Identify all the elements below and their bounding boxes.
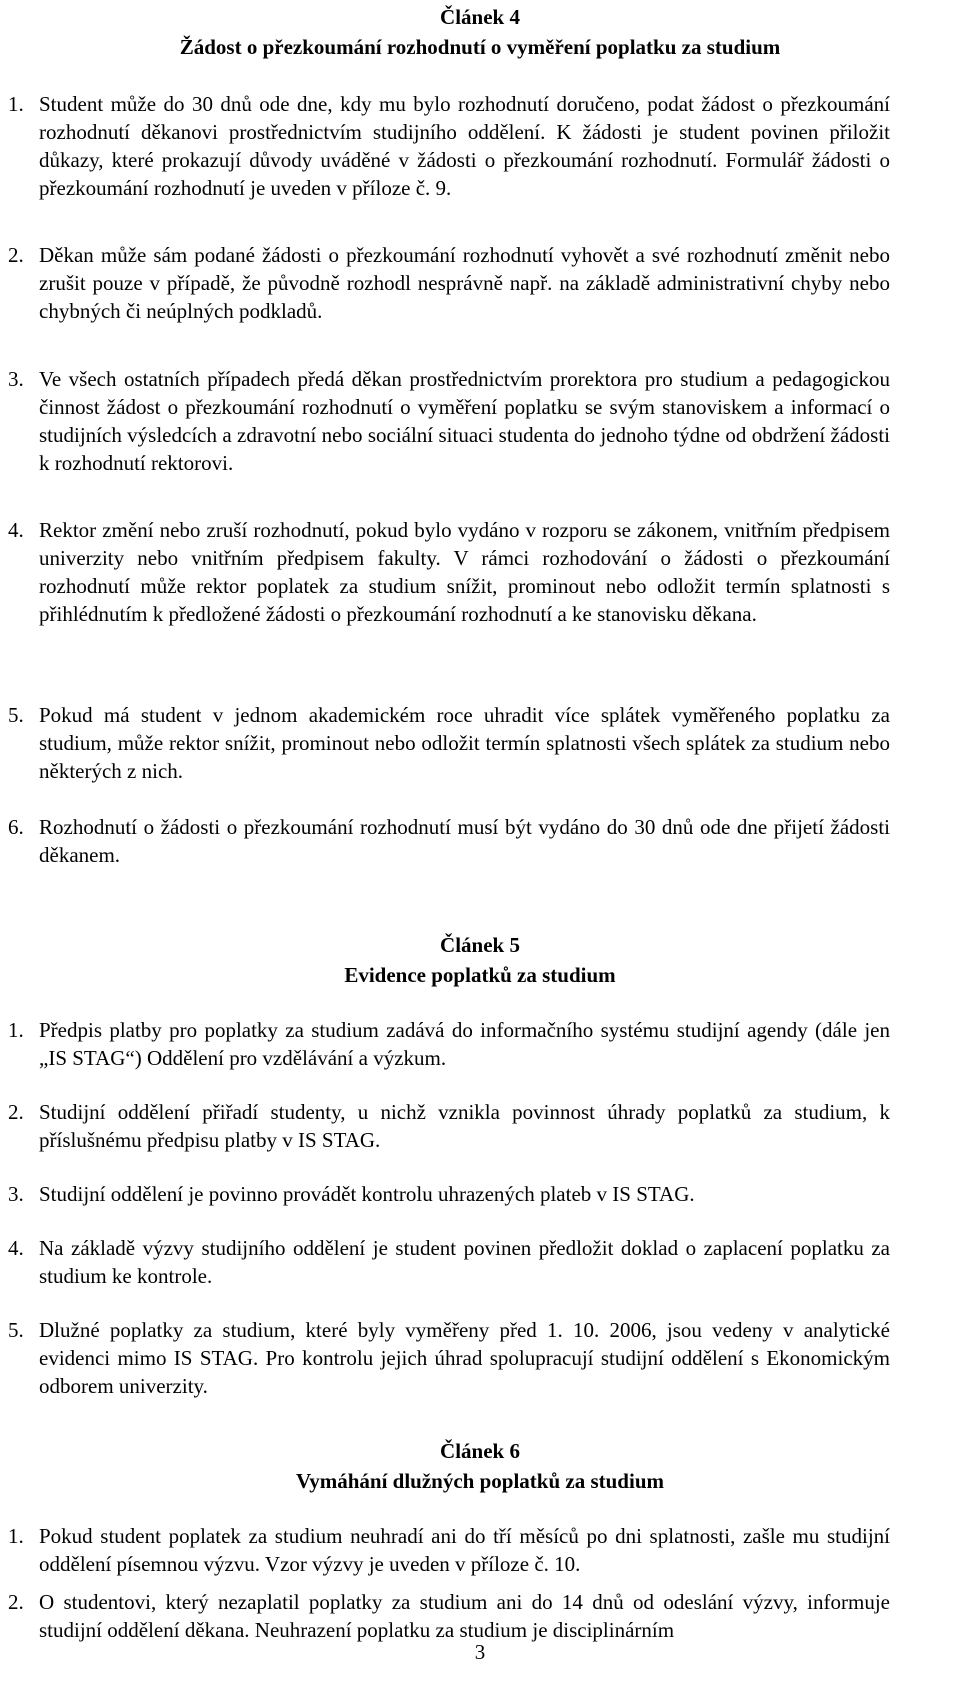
item-text: Předpis platby pro poplatky za studium zadává do informačního systému studijní agendy (dále jen „IS STAG“) Oddělení pro vzdělávání a výzkum. [39,1018,890,1070]
item-number: 1. [8,1018,24,1042]
page-number: 3 [474,1640,486,1664]
article-5-item-4 [8,1234,890,1290]
item-text: O studentovi, který nezaplatil poplatky za studium ani do 14 dnů od odeslání výzvy, informuje studijní oddělení děkana. Neuhrazení poplatku za studium je disciplinárním [39,1590,890,1642]
item-number: 4. [8,518,24,542]
item-number: 2. [8,243,24,267]
item-number: 3. [8,1182,24,1206]
item-text: Na základě výzvy studijního oddělení je student povinen předložit doklad o zaplacení poplatku za studium ke kontrole. [39,1236,890,1288]
article-4-item-4 [8,516,890,628]
article-5-heading: Článek 5 [440,933,520,957]
article-6-item-1 [8,1522,890,1578]
article-4-heading-block [0,2,960,62]
item-number: 4. [8,1236,24,1260]
article-4-title: Žádost o přezkoumání rozhodnutí o vyměření poplatku za studium [179,35,781,59]
item-number: 1. [8,1524,24,1548]
article-4-item-3 [8,365,890,477]
article-4-item-5 [8,701,890,785]
item-number: 3. [8,367,24,391]
item-text: Ve všech ostatních případech předá děkan prostřednictvím prorektora pro studium a pedagogickou činnost žádost o přezkoumání rozhodnutí o vyměření poplatku se svým stanoviskem a informací o studijních výsledcích a zdravotní nebo sociální situaci studenta do jednoho týdne od obdržení žádosti k rozhodnutí rektorovi. [39,367,890,475]
article-5-item-2 [8,1098,890,1154]
item-text: Dlužné poplatky za studium, které byly vyměřeny před 1. 10. 2006, jsou vedeny v analytické evidenci mimo IS STAG. Pro kontrolu jejich úhrad spolupracují studijní oddělení s Ekonomickým odborem univerzity. [39,1318,890,1398]
article-4-heading: Článek 4 [440,5,520,29]
article-5-heading-block [0,930,960,990]
article-6-heading: Článek 6 [440,1439,520,1463]
item-text: Děkan může sám podané žádosti o přezkoumání rozhodnutí vyhovět a své rozhodnutí změnit nebo zrušit pouze v případě, že původně rozhodl nesprávně např. na základě administrativní chyby nebo chybných či neúplných podkladů. [39,243,890,323]
article-5-item-5 [8,1316,890,1400]
item-number: 6. [8,815,24,839]
article-4-item-2 [8,241,890,325]
item-number: 1. [8,92,24,116]
article-4-item-6 [8,813,890,869]
article-5-item-3 [8,1180,890,1208]
item-text: Pokud má student v jednom akademickém roce uhradit více splátek vyměřeného poplatku za studium, může rektor snížit, prominout nebo odložit termín splatnosti všech splátek za studium nebo některých z nich. [39,703,890,783]
article-4-item-1 [8,90,890,202]
item-text: Studijní oddělení přiřadí studenty, u nichž vznikla povinnost úhrady poplatků za studium, k příslušnému předpisu platby v IS STAG. [39,1100,890,1152]
article-6-title: Vymáhání dlužných poplatků za studium [295,1469,664,1493]
item-text: Student může do 30 dnů ode dne, kdy mu bylo rozhodnutí doručeno, podat žádost o přezkoumání rozhodnutí děkanovi prostřednictvím studijního oddělení. K žádosti je student povinen přiložit důkazy, které prokazují důvody uváděné v žádosti o přezkoumání rozhodnutí. Formulář žádosti o přezkoumání rozhodnutí je uveden v příloze č. 9. [39,92,890,200]
item-number: 5. [8,1318,24,1342]
item-number: 5. [8,703,24,727]
article-5-item-1 [8,1016,890,1072]
item-text: Studijní oddělení je povinno provádět kontrolu uhrazených plateb v IS STAG. [39,1182,695,1206]
item-text: Pokud student poplatek za studium neuhradí ani do tří měsíců po dni splatnosti, zašle mu studijní oddělení písemnou výzvu. Vzor výzvy je uveden v příloze č. 10. [39,1524,890,1576]
article-6-heading-block [0,1436,960,1496]
item-number: 2. [8,1590,24,1614]
article-5-title: Evidence poplatků za studium [344,963,616,987]
item-number: 2. [8,1100,24,1124]
article-6-item-2 [8,1588,890,1644]
item-text: Rozhodnutí o žádosti o přezkoumání rozhodnutí musí být vydáno do 30 dnů ode dne přijetí žádosti děkanem. [39,815,890,867]
item-text: Rektor změní nebo zruší rozhodnutí, pokud bylo vydáno v rozporu se zákonem, vnitřním předpisem univerzity nebo vnitřním předpisem fakulty. V rámci rozhodování o žádosti o přezkoumání rozhodnutí může rektor poplatek za studium snížit, prominout nebo odložit termín splatnosti s přihlédnutím k předložené žádosti o přezkoumání rozhodnutí a ke stanovisku děkana. [39,518,890,626]
